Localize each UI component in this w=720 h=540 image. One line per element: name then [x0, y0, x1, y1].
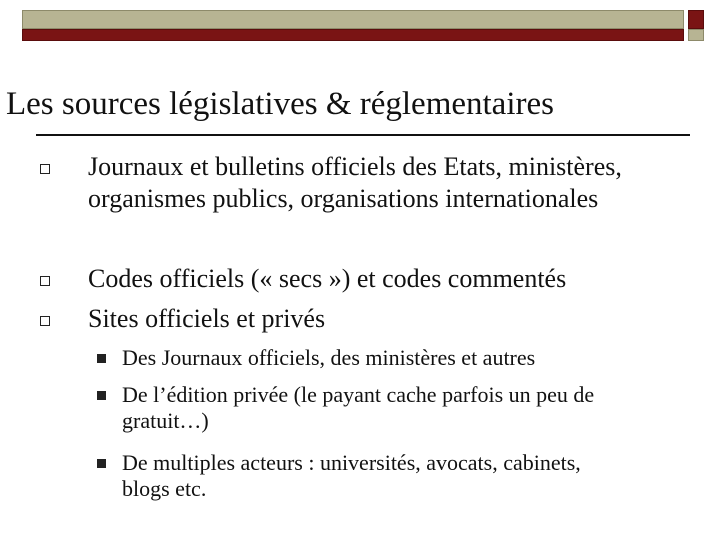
hollow-square-bullet-icon [40, 316, 50, 326]
hollow-square-bullet-icon [40, 164, 50, 174]
bullet-item [88, 303, 698, 335]
header-bar-dark [22, 29, 684, 41]
bullet-text: Sites officiels et privés [88, 304, 326, 333]
sub-bullet-item [122, 345, 692, 371]
bullet-text: Codes officiels (« secs ») et codes commentés [88, 264, 567, 293]
header-bar-olive [22, 10, 684, 29]
sub-bullet-text: De multiples acteurs : universités, avocats, cabinets, blogs etc. [122, 450, 581, 501]
bullet-text: Journaux et bulletins officiels des Etats, ministères, organismes publics, organisations internationales [88, 152, 622, 213]
header-square-dark [688, 10, 704, 29]
bullet-item [88, 263, 698, 295]
sub-bullet-text: De l’édition privée (le payant cache parfois un peu de gratuit…) [122, 382, 595, 433]
hollow-square-bullet-icon [40, 276, 50, 286]
sub-bullet-item [122, 450, 622, 502]
sub-bullet-item [122, 382, 667, 434]
filled-square-bullet-icon [97, 391, 106, 400]
header-square-olive [688, 29, 704, 41]
slide-title: Les sources législatives & réglementaires [6, 86, 554, 122]
filled-square-bullet-icon [97, 354, 106, 363]
bullet-item [88, 151, 698, 215]
title-divider [36, 134, 690, 136]
sub-bullet-text: Des Journaux officiels, des ministères et autres [122, 345, 536, 370]
filled-square-bullet-icon [97, 459, 106, 468]
